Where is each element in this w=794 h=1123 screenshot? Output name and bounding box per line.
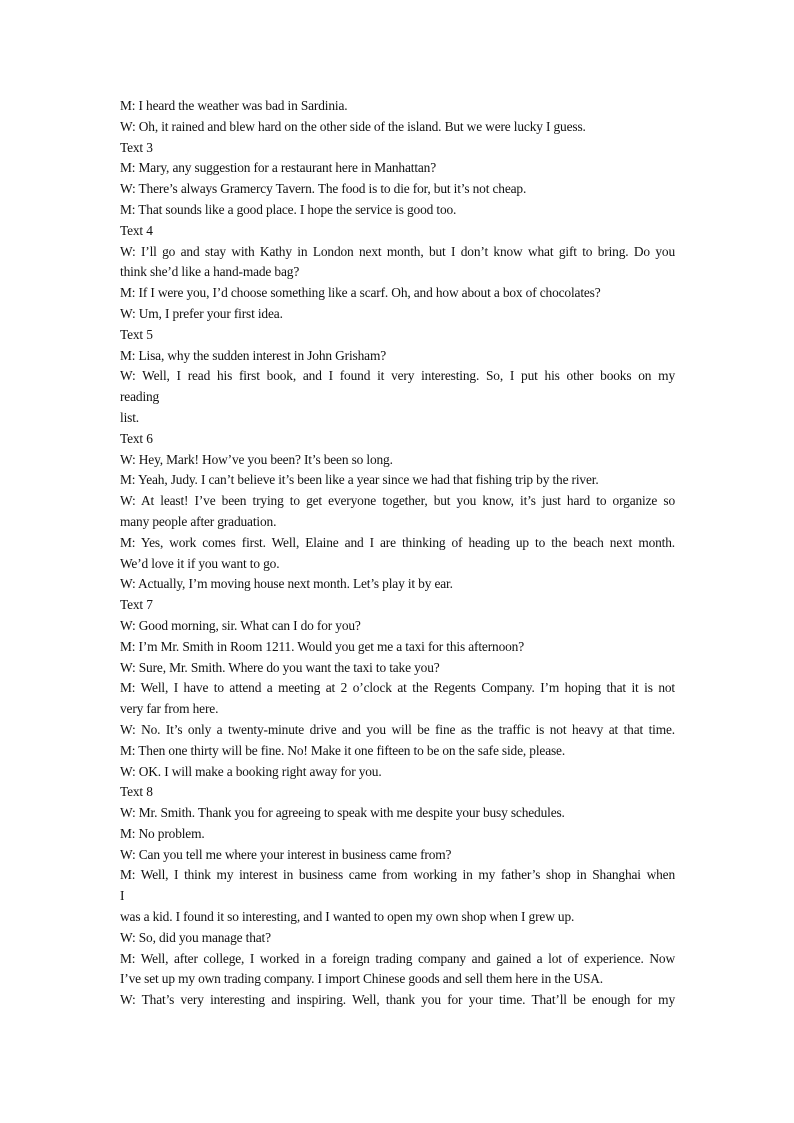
line-30: very far from here. [120,701,219,717]
line-24: W: Actually, I’m moving house next month. Let’s play it by ear. [120,576,453,592]
line-44: W: That’s very interesting and inspiring. Well, thank you for your time. That’ll be enough for my [120,992,675,1008]
section-heading-text-8: Text 8 [120,784,153,800]
line-36: M: No problem. [120,825,205,841]
line-40: was a kid. I found it so interesting, and I wanted to open my own shop when I grew up. [120,909,575,925]
line-4: M: Mary, any suggestion for a restaurant here in Manhattan? [120,160,437,176]
line-9: think she’d like a hand-made bag? [120,264,300,280]
line-10: M: If I were you, I’d choose something like a scarf. Oh, and how about a box of chocolates? [120,285,601,301]
line-27: M: I’m Mr. Smith in Room 1211. Would you get me a taxi for this afternoon? [120,638,525,654]
line-39: I [120,888,125,904]
line-5: W: There’s always Gramercy Tavern. The food is to die for, but it’s not cheap. [120,181,527,197]
line-41: W: So, did you manage that? [120,929,271,945]
line-13: M: Lisa, why the sudden interest in John Grisham? [120,347,387,363]
line-14: W: Well, I read his first book, and I found it very interesting. So, I put his other books on my [120,368,675,384]
line-22: M: Yes, work comes first. Well, Elaine and I are thinking of heading up to the beach next month. [120,534,675,550]
line-43: I’ve set up my own trading company. I import Chinese goods and sell them here in the USA. [120,971,603,987]
line-15: reading [120,389,160,405]
line-33: W: OK. I will make a booking right away for you. [120,763,382,779]
line-42: M: Well, after college, I worked in a foreign trading company and gained a lot of experience. Now [120,950,675,966]
line-11: W: Um, I prefer your first idea. [120,305,283,321]
line-23: We’d love it if you want to go. [120,555,280,571]
line-29: M: Well, I have to attend a meeting at 2 o’clock at the Regents Company. I’m hoping that it is not [120,680,675,696]
line-1: M: I heard the weather was bad in Sardinia. [120,98,348,113]
section-heading-text-4: Text 4 [120,222,153,238]
line-38: M: Well, I think my interest in business came from working in my father’s shop in Shanghai when [120,867,675,883]
line-26: W: Good morning, sir. What can I do for you? [120,617,361,633]
line-2: W: Oh, it rained and blew hard on the other side of the island. But we were lucky I guess. [120,118,586,134]
transcript-page [120,96,675,1011]
line-31: W: No. It’s only a twenty-minute drive and you will be fine as the traffic is not heavy at that time. [120,721,675,737]
line-8: W: I’ll go and stay with Kathy in London next month, but I don’t know what gift to bring. Do you [120,243,675,259]
line-20: W: At least! I’ve been trying to get everyone together, but you know, it’s just hard to organize so [120,493,675,509]
line-19: M: Yeah, Judy. I can’t believe it’s been like a year since we had that fishing trip by the river. [120,472,599,488]
line-21: many people after graduation. [120,513,277,529]
line-16: list. [120,409,139,425]
line-37: W: Can you tell me where your interest in business came from? [120,846,452,862]
line-18: W: Hey, Mark! How’ve you been? It’s been so long. [120,451,393,467]
line-32: M: Then one thirty will be fine. No! Make it one fifteen to be on the safe side, please. [120,742,566,758]
section-heading-text-6: Text 6 [120,430,153,446]
line-28: W: Sure, Mr. Smith. Where do you want the taxi to take you? [120,659,440,675]
line-6: M: That sounds like a good place. I hope the service is good too. [120,201,457,217]
line-35: W: Mr. Smith. Thank you for agreeing to speak with me despite your busy schedules. [120,805,565,821]
section-heading-text-5: Text 5 [120,326,153,342]
section-heading-text-3: Text 3 [120,139,153,155]
section-heading-text-7: Text 7 [120,597,153,613]
